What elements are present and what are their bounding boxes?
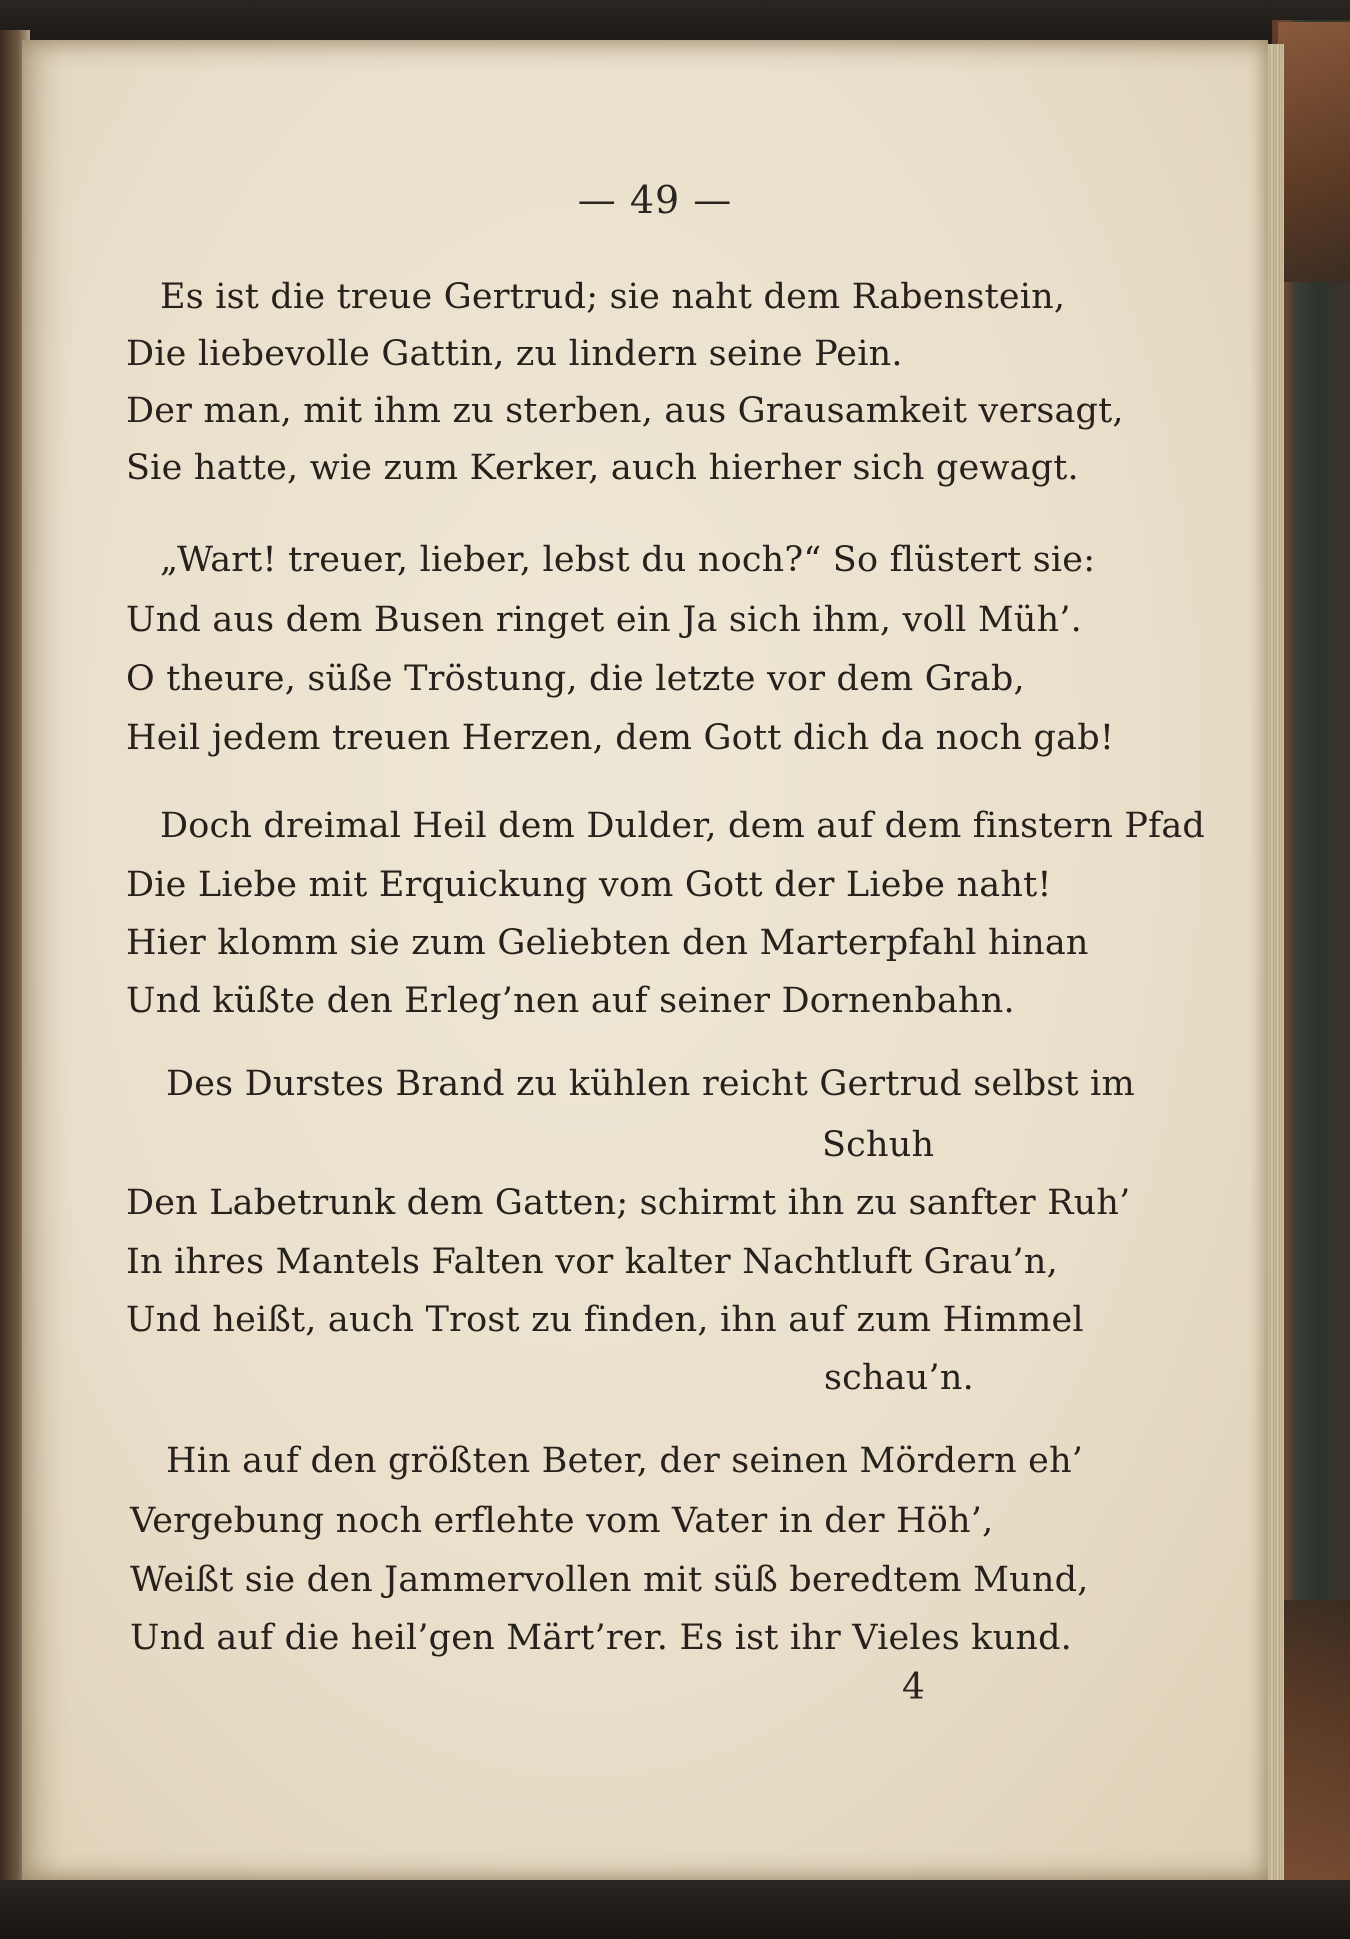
- scan-background-top: [0, 0, 1350, 42]
- signature-mark: 4: [902, 1667, 925, 1708]
- poem-line: Heil jedem treuen Herzen, dem Gott dich da noch gab!: [126, 718, 1115, 758]
- poem-line: Und aus dem Busen ringet ein Ja sich ihm, voll Müh’.: [126, 600, 1082, 640]
- poem-line: Hier klomm sie zum Geliebten den Marterpfahl hinan: [126, 923, 1089, 963]
- poem-line: Und küßte den Erleg’nen auf seiner Dornenbahn.: [126, 981, 1015, 1021]
- poem-line: Und heißt, auch Trost zu finden, ihn auf zum Himmel: [126, 1300, 1084, 1340]
- poem-line-continuation: Schuh: [822, 1125, 935, 1165]
- poem-line: Hin auf den größten Beter, der seinen Mördern eh’: [166, 1441, 1084, 1481]
- poem-line: Des Durstes Brand zu kühlen reicht Gertrud selbst im: [166, 1064, 1135, 1104]
- poem-line: Die Liebe mit Erquickung vom Gott der Liebe naht!: [126, 865, 1052, 905]
- poem-line: Vergebung noch erflehte vom Vater in der Höh’,: [130, 1501, 994, 1541]
- page-number: — 49 —: [577, 178, 733, 222]
- poem-line: Weißt sie den Jammervollen mit süß beredtem Mund,: [130, 1560, 1089, 1600]
- poem-line: Die liebevolle Gattin, zu lindern seine Pein.: [126, 334, 903, 374]
- scan-background-bottom: [0, 1880, 1350, 1939]
- poem-line: Doch dreimal Heil dem Dulder, dem auf dem finstern Pfad: [160, 806, 1206, 846]
- poem-line: Es ist die treue Gertrud; sie naht dem Rabenstein,: [160, 277, 1066, 317]
- poem-line: Der man, mit ihm zu sterben, aus Grausamkeit versagt,: [126, 391, 1124, 431]
- poem-line: Sie hatte, wie zum Kerker, auch hierher sich gewagt.: [126, 448, 1079, 488]
- poem-line: Den Labetrunk dem Gatten; schirmt ihn zu sanfter Ruh’: [126, 1183, 1131, 1223]
- book-cover-corner-bottom: [1282, 1600, 1350, 1890]
- poem-line: In ihres Mantels Falten vor kalter Nachtluft Grau’n,: [126, 1242, 1058, 1282]
- poem-line-continuation: schau’n.: [824, 1358, 974, 1398]
- poem-line: O theure, süße Tröstung, die letzte vor dem Grab,: [126, 659, 1025, 699]
- poem-line: „Wart! treuer, lieber, lebst du noch?“ So flüstert sie:: [160, 540, 1096, 580]
- poem-line: Und auf die heil’gen Märt’rer. Es ist ihr Vieles kund.: [130, 1618, 1073, 1658]
- book-cover-corner-top: [1278, 22, 1350, 282]
